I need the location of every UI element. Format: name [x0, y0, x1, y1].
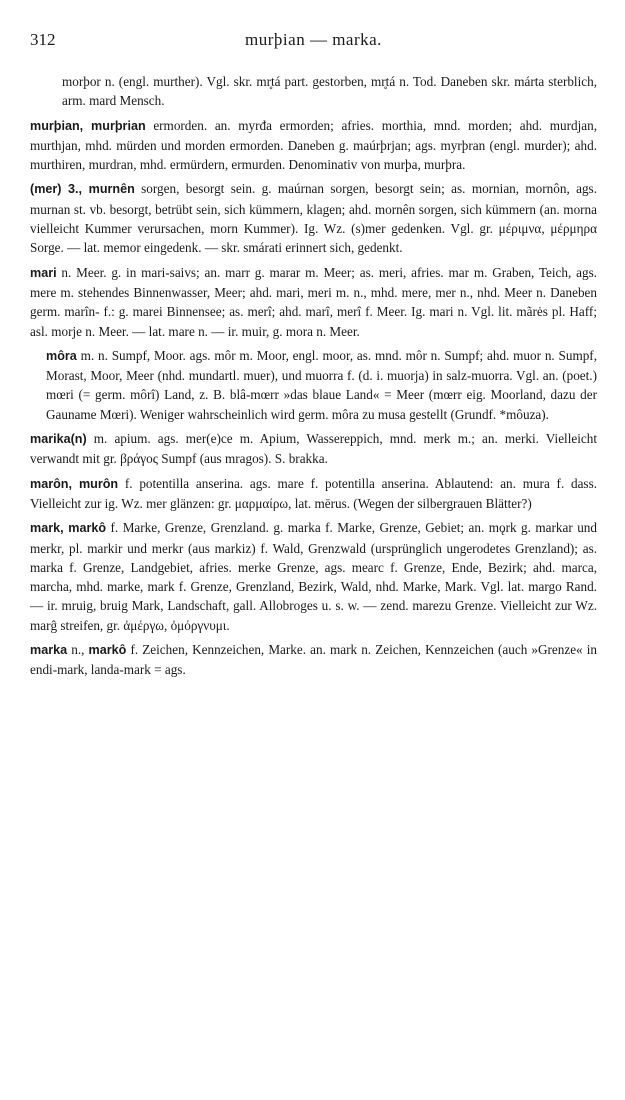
- entry-headword: mark, markô: [30, 521, 107, 536]
- entry-mark: [0, 518, 625, 635]
- entry-text: m. apium. ags. mer(e)ce m. Apium, Wassereppich, mnd. merk m.; an. merki. Vielleicht verwandt mit gr. βράγος Sumpf (aus mragos). S. brakka.: [30, 431, 597, 467]
- entry-text: ermorden. an. myrđa ermorden; afries. morthia, mnd. morden; ahd. murdjan, murthjan, mhd. mürden und morden ermorden. Daneben g. maúrþrjan; ags. myrþran (engl. murder); ahd. murthiren, murdran, mhd. ermürdern, ermurden. Denominativ von murþa, murþra.: [30, 117, 597, 173]
- entry-text: f. Marke, Grenze, Grenzland. g. marka f. Marke, Grenze, Gebiet; an. mǫrk g. markar und merkr, pl. markir und merkr (aus markiz) f. Wald, Grenzwald (ursprünglich ungerodetes Grenzland); as. marka f. Grenze, Landgebiet, afries. merke Grenze, ags. mearc f. Grenze, Ende, Bezirk; ahd. marca, marcha, mhd. marke, mark f. Grenze, Grenzland, Bezirk, Wald, nhd. Marke, Mark. Vgl. lat. margo Rand. — ir. mruig, bruig Mark, Landschaft, gall. Allobroges u. s. w. — zend. marezu Grenze. Vielleicht zur Wz. marĝ streifen, gr. ἀμέργω, ὀμόργνυμι.: [30, 520, 597, 633]
- entry-text: n. Meer. g. in mari-saivs; an. marr g. marar m. Meer; as. meri, afries. mar m. Graben, Teich, ags. mere m. stehendes Binnenwasser, Meer; ahd. mari, meri m. n., mhd. mere, mer n., nhd. Meer n. Daneben germ. marîn- f.: g. marei Binnensee; as. merî; ahd. marî, merî f. Meer. Ig. mari n. Vgl. lit. mãrės pl. Haff; asl. morje n. Meer. — lat. mare n. — ir. muir, g. mora n. Meer.: [30, 264, 597, 339]
- entry-mora: [0, 346, 625, 424]
- entry-headword: mari: [30, 265, 57, 280]
- entry-headword-secondary: markô: [88, 643, 127, 658]
- entries: [0, 72, 625, 680]
- entry-murnen: [0, 179, 625, 257]
- entry-text: m. n. Sumpf, Moor. ags. môr m. Moor, engl. moor, as. mnd. môr n. Sumpf; ahd. muor n. Sumpf, Morast, Moor, Meer (nhd. mundartl. muer), und muorra f. (d. i. muorja) in salz-muorra. Vgl. an. (poet.) mœri (= germ. môrî) Land, z. B. blâ-mœrr »das blaue Land« = Meer (mœrr eig. Moorland, dazu der Gauname Mœri). Weniger wahrscheinlich wird germ. môra zu musa gestellt (Grundf. *môuza).: [46, 347, 597, 422]
- entry-headword: (mer) 3., murnên: [30, 182, 135, 197]
- entry-maron: [0, 474, 625, 514]
- entry-headword: môra: [46, 348, 77, 363]
- entry-text: sorgen, besorgt sein. g. maúrnan sorgen, besorgt sein; as. mornian, mornôn, ags. murnan st. vb. besorgt, betrübt sein, sich kümmern, klagen; ahd. mornên sorgen, sich kümmern (an. morna vielleicht Kummer verursachen, morn Kummer). Ig. Wz. (s)mer gedenken. Vgl. gr. μέριμνα, μέρμηρα Sorge. — lat. memor eingedenk. — skr. smárati erinnert sich, gedenkt.: [30, 181, 597, 256]
- entry-marika: [0, 429, 625, 469]
- running-title: murþian — marka.: [245, 30, 382, 49]
- entry-headword: murþian, murþrian: [30, 118, 146, 133]
- entry-text: f. potentilla anserina. ags. mare f. potentilla anserina. Ablautend: an. mura f. dass. Vielleicht zur ig. Wz. mer glänzen: gr. μαρμαίρω, lat. mērus. (Wegen der silbergrauen Blätter?): [30, 475, 597, 511]
- entry-headword: marika(n): [30, 432, 87, 447]
- entry-continuation: [0, 72, 625, 111]
- entry-headword: marôn, murôn: [30, 476, 119, 491]
- entry-marka: [0, 640, 625, 680]
- entry-headword: marka: [30, 643, 68, 658]
- page-number: 312: [30, 30, 56, 49]
- entry-mari: [0, 263, 625, 341]
- entry-text: n.,: [67, 642, 89, 658]
- entry-murthian: [0, 116, 625, 175]
- entry-text-secondary: f. Zeichen, Kennzeichen, Marke. an. mark n. Zeichen, Kennzeichen (auch »Grenze« in endi-mark, landa-mark = ags.: [30, 642, 598, 678]
- entry-text: morþor n. (engl. murther). Vgl. skr. mr̥tá part. gestorben, mr̥tá n. Tod. Daneben skr. márta sterblich, arm. mard Mensch.: [62, 74, 597, 109]
- page-header: [30, 30, 597, 56]
